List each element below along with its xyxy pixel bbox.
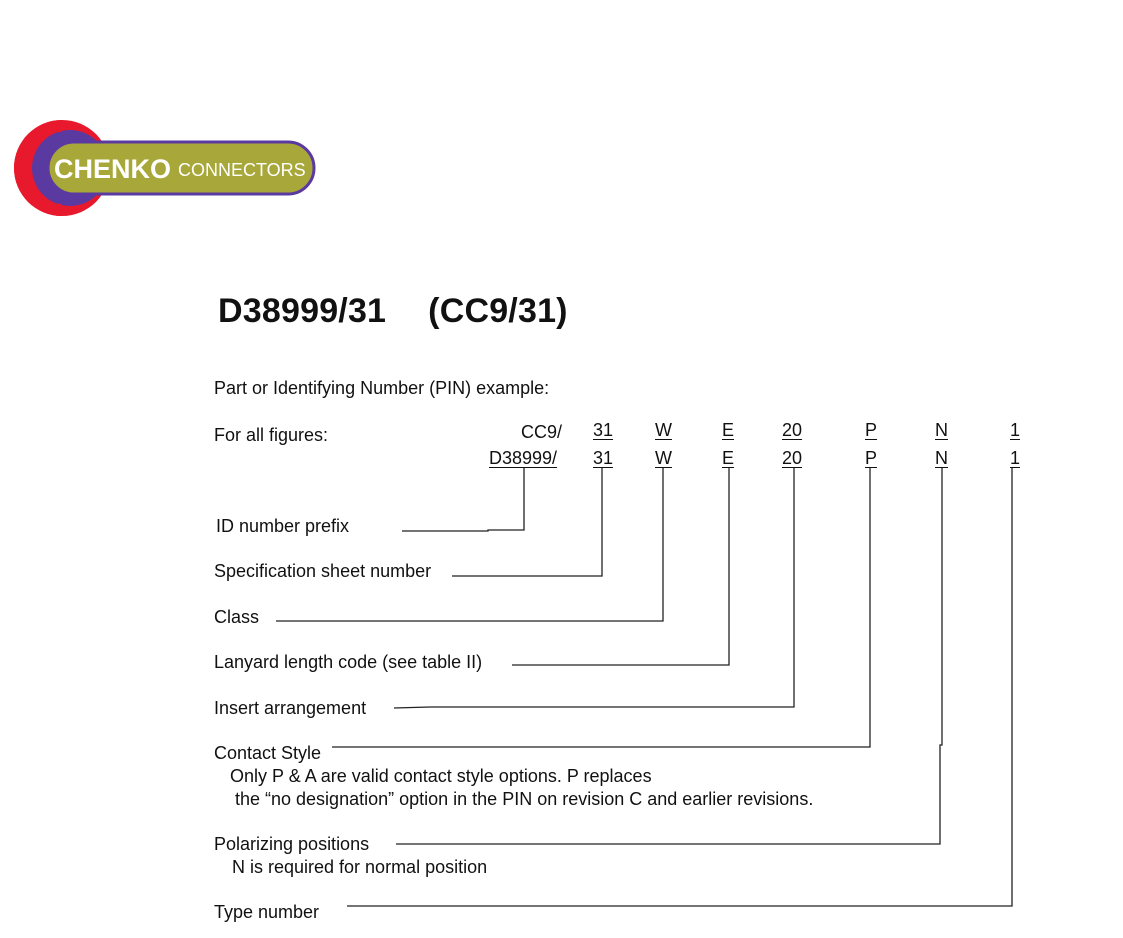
- pin-row2-insert: 20: [782, 448, 803, 468]
- pin-row1-type: 1: [1010, 420, 1021, 440]
- leader-class: [276, 468, 663, 621]
- pin-row1-class: W: [655, 420, 672, 440]
- legend-class: Class: [214, 607, 260, 627]
- legend-contact-note-2: the “no designation” option in the PIN on revision C and earlier revisions.: [235, 789, 814, 809]
- pin-row1-polar: N: [935, 420, 948, 440]
- legend-contact-note-1: Only P & A are valid contact style options. P replaces: [230, 766, 652, 786]
- pin-row1-contact: P: [865, 420, 878, 440]
- figures-label: For all figures:: [214, 425, 329, 445]
- legend-polarizing-note: N is required for normal position: [232, 857, 488, 877]
- pin-row2-prefix: D38999/: [489, 448, 558, 468]
- title-main: D38999/31: [218, 292, 387, 330]
- pin-row1-prefix: CC9/: [521, 422, 563, 442]
- leader-spec-sheet: [452, 468, 602, 576]
- pin-row1-sheet: 31: [593, 420, 614, 440]
- legend-contact-style: Contact Style: [214, 743, 322, 763]
- leader-contact: [332, 468, 870, 747]
- pin-row1-insert: 20: [782, 420, 803, 440]
- legend-polarizing: Polarizing positions: [214, 834, 370, 854]
- pin-row2-class: W: [655, 448, 672, 468]
- logo-brand-main: CHENKO: [54, 154, 172, 184]
- pin-intro: Part or Identifying Number (PIN) example:: [214, 378, 550, 398]
- company-logo: [14, 118, 324, 218]
- legend-id-prefix: ID number prefix: [216, 516, 350, 536]
- legend-insert: Insert arrangement: [214, 698, 367, 718]
- pin-row2-lanyard: E: [722, 448, 735, 468]
- legend-spec-sheet: Specification sheet number: [214, 561, 432, 581]
- pin-row2-type: 1: [1010, 448, 1021, 468]
- title-alt: (CC9/31): [428, 292, 568, 330]
- pin-row2-polar: N: [935, 448, 948, 468]
- legend-lanyard: Lanyard length code (see table II): [214, 652, 483, 672]
- pin-row2-contact: P: [865, 448, 878, 468]
- legend-type-number: Type number: [214, 902, 320, 922]
- pin-row2-sheet: 31: [593, 448, 614, 468]
- leader-id-prefix: [402, 468, 524, 531]
- leader-type: [347, 468, 1012, 906]
- page-title: [218, 292, 568, 331]
- leader-lanyard: [512, 468, 729, 665]
- pin-row1-lanyard: E: [722, 420, 735, 440]
- logo-brand-sub: CONNECTORS: [178, 160, 306, 180]
